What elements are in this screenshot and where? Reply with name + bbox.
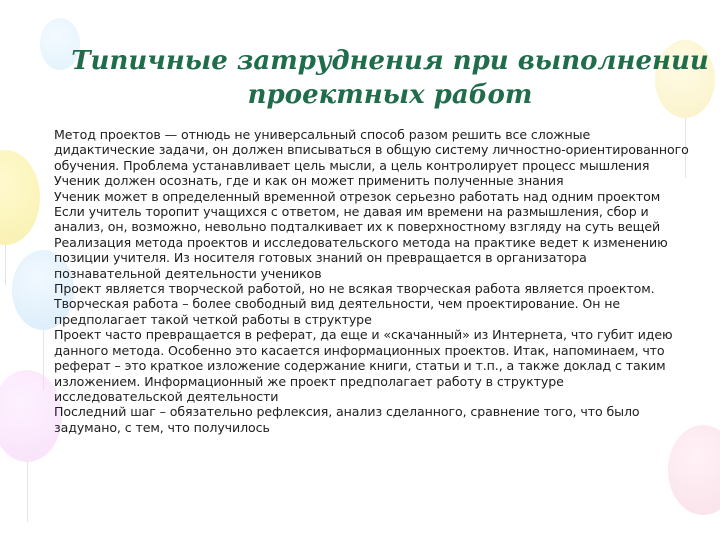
body-paragraph: Проект является творческой работой, но не всякая творческая работа является проектом. Творческая работа – более свободный вид деятельности, чем проектирование. Он не предполагает такой четкой работы в структуре	[54, 281, 655, 327]
decorative-balloon	[668, 425, 720, 515]
slide-title	[60, 44, 720, 112]
body-paragraph: Если учитель торопит учащихся с ответом, не давая им времени на размышления, сбор и анализ, он, возможно, невольно подталкивает их к поверхностному взгляду на суть вещей	[54, 204, 661, 235]
body-paragraph: Реализация метода проектов и исследовательского метода на практике ведет к изменению позиции учителя. Из носителя готовых знаний он превращается в организатора познавательной деятельности учеников	[54, 234, 668, 281]
body-paragraph: Ученик должен осознать, где и как он может применить полученные знания	[54, 173, 564, 189]
body-paragraph: Ученик может в определенный временной отрезок серьезно работать над одним проектом	[54, 188, 661, 204]
body-paragraph: Метод проектов — отнюдь не универсальный способ разом решить все сложные дидактические задачи, он должен вписываться в общую систему личностно-ориентированного обучения. Проблема устанавливает цель мысли, а цель контролирует процесс мышления	[54, 127, 689, 173]
balloon-string	[5, 245, 6, 285]
body-paragraph: Проект часто превращается в реферат, да еще и «скачанный» из Интернета, что губит идею данного метода. Особенно это касается информационных проектов. Итак, напоминаем, что реферат – это краткое изложение содержание книги, статьи и т.п., а также доклад с таким изложением. Информационный же проект предполагает работу в структуре исследовательской деятельности	[54, 327, 673, 404]
decorative-balloon	[0, 150, 40, 245]
decorative-balloon	[0, 370, 62, 462]
slide-title-line-1: Типичные затруднения при выполнении	[71, 46, 709, 76]
slide-body	[54, 127, 694, 435]
body-paragraph: Последний шаг – обязательно рефлексия, анализ сделанного, сравнение того, что было задумано, с тем, что получилось	[54, 404, 640, 435]
slide-title-line-2: проектных работ	[247, 80, 533, 110]
balloon-string	[27, 462, 28, 522]
